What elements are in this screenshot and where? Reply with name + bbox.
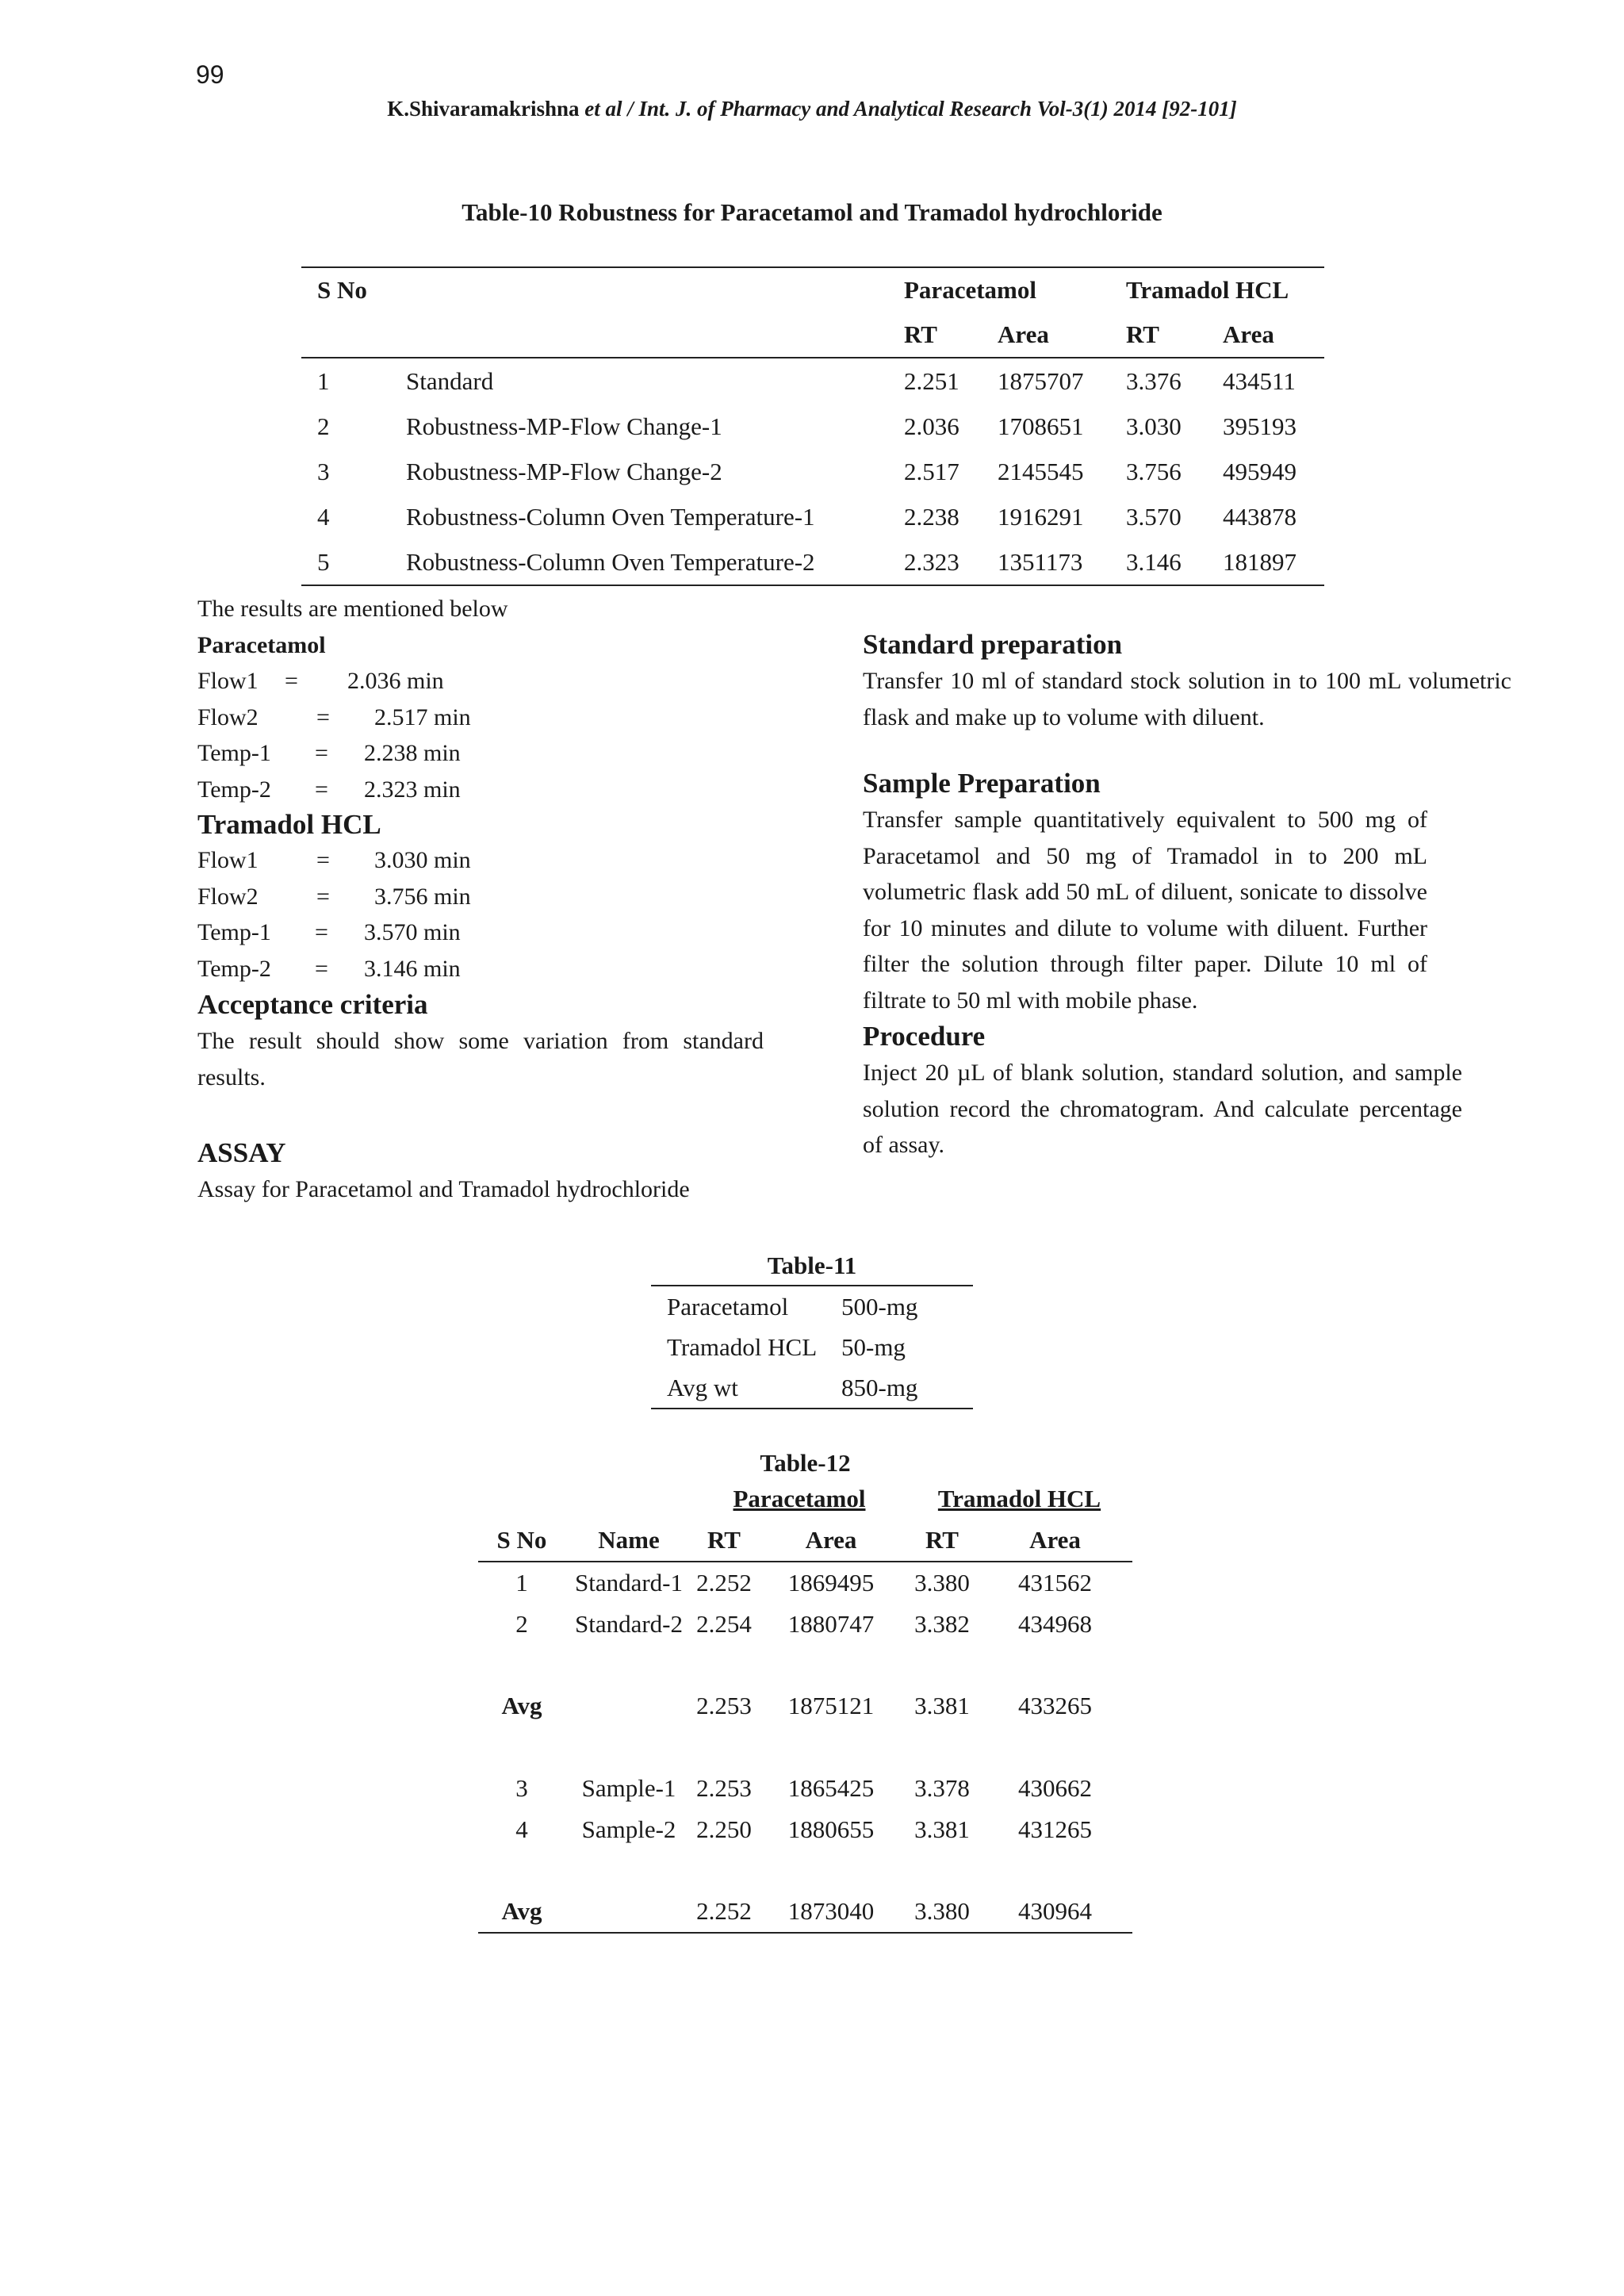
- tramadol-rt: 3.756: [1126, 457, 1182, 485]
- acceptance-heading: Acceptance criteria: [197, 989, 428, 1020]
- tramadol-result-item: [197, 879, 768, 915]
- table10-col-sno: S No: [317, 276, 367, 304]
- row-name: Sample-2: [581, 1815, 676, 1843]
- tramadol-result-equals: =: [315, 919, 328, 945]
- tramadol-result-label: Temp-2: [197, 955, 271, 982]
- tramadol-rt: 3.382: [914, 1609, 970, 1638]
- table-row: [651, 1367, 973, 1409]
- standard-prep-text: Transfer 10 ml of standard stock solution in to 100 mL volumetric flask and make up to volume with diluent.: [863, 668, 1511, 730]
- paracetamol-result-equals: =: [285, 668, 298, 694]
- row-sno: 4: [317, 502, 330, 531]
- table11-value: 500-mg: [841, 1292, 918, 1320]
- paracetamol-heading: Paracetamol: [197, 631, 326, 658]
- table12-sub-rt: RT: [692, 1520, 756, 1562]
- table-row: [651, 1286, 973, 1327]
- paracetamol-result-label: Flow2: [197, 703, 259, 730]
- procedure-heading: Procedure: [863, 1021, 986, 1052]
- tramadol-rt: 3.380: [914, 1568, 970, 1596]
- tramadol-result-equals: =: [316, 847, 330, 873]
- tramadol-result-label: Flow1: [197, 847, 259, 873]
- assay-heading: ASSAY: [197, 1137, 286, 1168]
- paracetamol-rt: 2.251: [904, 366, 959, 395]
- table11-value: 50-mg: [841, 1332, 906, 1361]
- acceptance-text: The result should show some variation from standard results.: [197, 1028, 764, 1091]
- paracetamol-area: 1880655: [787, 1815, 875, 1843]
- table-row: [478, 1562, 1132, 1604]
- tramadol-rt: 3.380: [914, 1897, 970, 1926]
- table-row: [478, 1768, 1132, 1809]
- tramadol-rt: 3.570: [1126, 502, 1182, 531]
- paracetamol-rt: 2.517: [904, 457, 959, 485]
- tramadol-area: 443878: [1223, 502, 1297, 531]
- tramadol-rt: 3.378: [914, 1773, 970, 1802]
- table-row: [651, 1327, 973, 1367]
- tramadol-area: 395193: [1223, 412, 1297, 440]
- tramadol-area: 430662: [1018, 1773, 1092, 1802]
- paracetamol-result-label: Temp-2: [197, 776, 271, 803]
- paracetamol-result-value: 2.238 min: [364, 740, 461, 766]
- row-name: Standard-2: [574, 1609, 684, 1638]
- table-row: [478, 1604, 1132, 1645]
- tramadol-heading: Tramadol HCL: [197, 809, 381, 840]
- running-head-citation: et al / Int. J. of Pharmacy and Analytical Research Vol-3(1) 2014 [92-101]: [584, 97, 1237, 121]
- paracetamol-rt: 2.250: [696, 1815, 752, 1843]
- tramadol-result-label: Flow2: [197, 883, 259, 910]
- tramadol-result-item: [197, 842, 768, 879]
- row-sno: 1: [317, 366, 330, 395]
- paracetamol-result-equals: =: [316, 703, 330, 730]
- row-name: [565, 1891, 692, 1933]
- assay-text: Assay for Paracetamol and Tramadol hydrochloride: [197, 1176, 690, 1202]
- paracetamol-rt: 2.238: [904, 502, 959, 531]
- tramadol-rt: 3.381: [914, 1692, 970, 1720]
- paracetamol-rt: 2.252: [696, 1897, 752, 1926]
- standard-prep-heading: Standard preparation: [863, 629, 1123, 660]
- paracetamol-area: 1875707: [998, 366, 1084, 395]
- tramadol-result-item: [197, 951, 768, 987]
- tramadol-area: 434511: [1223, 366, 1296, 395]
- paracetamol-result-value: 2.517 min: [374, 703, 471, 730]
- paracetamol-area: 1880747: [787, 1609, 875, 1638]
- row-sno: Avg: [501, 1692, 542, 1720]
- table11-name: Avg wt: [667, 1373, 738, 1401]
- row-name: Standard: [406, 366, 494, 395]
- paracetamol-area: 2145545: [998, 457, 1084, 485]
- tramadol-rt: 3.376: [1126, 366, 1182, 395]
- tramadol-result-value: 3.570 min: [364, 919, 461, 945]
- paracetamol-rt: 2.036: [904, 412, 959, 440]
- table10-sub-area: Area: [998, 312, 1126, 358]
- table12: [478, 1478, 1132, 1934]
- tramadol-area: 434968: [1018, 1609, 1092, 1638]
- average-row: [478, 1685, 1132, 1727]
- table12-caption: Table-12: [760, 1449, 851, 1477]
- tramadol-area: 181897: [1223, 547, 1297, 576]
- tramadol-area: 433265: [1018, 1692, 1092, 1720]
- paracetamol-area: 1869495: [787, 1568, 875, 1596]
- table11-name: Paracetamol: [667, 1292, 789, 1320]
- running-head-author: K.Shivaramakrishna: [387, 97, 580, 121]
- tramadol-rt: 3.030: [1126, 412, 1182, 440]
- paracetamol-result-item: [197, 700, 768, 736]
- tramadol-result-label: Temp-1: [197, 919, 271, 945]
- tramadol-result-value: 3.146 min: [364, 955, 461, 982]
- paracetamol-area: 1708651: [998, 412, 1084, 440]
- table12-sub-area: Area: [978, 1520, 1132, 1562]
- row-name: Robustness-Column Oven Temperature-1: [406, 502, 815, 531]
- paracetamol-result-item: [197, 735, 768, 772]
- left-column: [197, 591, 768, 1208]
- tramadol-rt: 3.146: [1126, 547, 1182, 576]
- row-sno: Avg: [501, 1897, 542, 1926]
- table11-name: Tramadol HCL: [667, 1332, 818, 1361]
- row-name: [565, 1685, 692, 1727]
- paracetamol-area: 1351173: [998, 547, 1083, 576]
- table-row: [301, 404, 1324, 449]
- table12-sub-rt: RT: [906, 1520, 978, 1562]
- row-sno: 3: [515, 1773, 528, 1802]
- table10-caption: Table-10 Robustness for Paracetamol and Tramadol hydrochloride: [462, 198, 1162, 226]
- tramadol-area: 430964: [1018, 1897, 1092, 1926]
- row-sno: 3: [317, 457, 330, 485]
- table12-sub-area: Area: [756, 1520, 906, 1562]
- table10-sub-area: Area: [1223, 312, 1324, 358]
- paracetamol-result-value: 2.323 min: [364, 776, 461, 803]
- table-row: [301, 358, 1324, 404]
- table12-col-name: Name: [565, 1520, 692, 1562]
- paracetamol-result-equals: =: [315, 740, 328, 766]
- paracetamol-result-item: [197, 663, 768, 700]
- paracetamol-area: 1916291: [998, 502, 1084, 531]
- paracetamol-rt: 2.252: [696, 1568, 752, 1596]
- tramadol-area: 495949: [1223, 457, 1297, 485]
- table12-group-paracetamol: Paracetamol: [733, 1485, 866, 1512]
- paracetamol-rt: 2.254: [696, 1609, 752, 1638]
- paracetamol-area: 1873040: [787, 1897, 875, 1926]
- page-number: 99: [196, 60, 224, 89]
- table12-group-tramadol: Tramadol HCL: [937, 1485, 1101, 1512]
- row-sno: 5: [317, 547, 330, 576]
- row-sno: 2: [515, 1609, 528, 1638]
- tramadol-result-equals: =: [315, 955, 328, 982]
- tramadol-result-equals: =: [316, 883, 330, 910]
- row-sno: 2: [317, 412, 330, 440]
- table10-group-paracetamol: Paracetamol: [904, 276, 1036, 304]
- paracetamol-result-item: [197, 772, 768, 808]
- procedure-text: Inject 20 µL of blank solution, standard solution, and sample solution record the chromatogram. And calculate percentage of assay.: [863, 1060, 1462, 1158]
- table-row: [301, 494, 1324, 539]
- tramadol-result-value: 3.756 min: [374, 883, 471, 910]
- table11-value: 850-mg: [841, 1373, 918, 1401]
- table11: [651, 1285, 973, 1409]
- table11-caption: Table-11: [767, 1251, 857, 1279]
- row-sno: 4: [515, 1815, 528, 1843]
- row-name: Robustness-MP-Flow Change-2: [406, 457, 722, 485]
- paracetamol-rt: 2.323: [904, 547, 959, 576]
- row-name: Robustness-Column Oven Temperature-2: [406, 547, 815, 576]
- tramadol-area: 431265: [1018, 1815, 1092, 1843]
- paracetamol-result-value: 2.036 min: [347, 668, 444, 694]
- paracetamol-rt: 2.253: [696, 1773, 752, 1802]
- table-row: [301, 539, 1324, 585]
- row-name: Sample-1: [581, 1773, 676, 1802]
- paracetamol-result-equals: =: [315, 776, 328, 803]
- paracetamol-area: 1875121: [787, 1692, 875, 1720]
- average-row: [478, 1891, 1132, 1933]
- tramadol-result-value: 3.030 min: [374, 847, 471, 873]
- right-column: [863, 627, 1513, 1163]
- table-row: [301, 449, 1324, 494]
- paracetamol-area: 1865425: [787, 1773, 875, 1802]
- table12-col-sno: S No: [478, 1520, 565, 1562]
- table-row: [478, 1809, 1132, 1850]
- paracetamol-rt: 2.253: [696, 1692, 752, 1720]
- table10-sub-rt: RT: [1126, 312, 1223, 358]
- results-intro: The results are mentioned below: [197, 596, 508, 622]
- table10-group-tramadol: Tramadol HCL: [1126, 276, 1289, 304]
- row-name: Standard-1: [574, 1568, 684, 1596]
- sample-prep-heading: Sample Preparation: [863, 768, 1101, 799]
- row-sno: 1: [515, 1568, 528, 1596]
- sample-prep-text: Transfer sample quantitatively equivalent to 500 mg of Paracetamol and 50 mg of Tramadol in to 200 mL volumetric flask add 50 mL of diluent, sonicate to dissolve for 10 minutes and dilute to volume with diluent. Further filter the solution through filter paper. Dilute 10 ml of filtrate to 50 ml with mobile phase.: [863, 807, 1427, 1014]
- paracetamol-result-label: Temp-1: [197, 740, 271, 766]
- tramadol-result-item: [197, 914, 768, 951]
- row-name: Robustness-MP-Flow Change-1: [406, 412, 722, 440]
- table10: [301, 266, 1324, 586]
- table10-sub-rt: RT: [904, 312, 998, 358]
- running-head: [0, 97, 1624, 121]
- tramadol-rt: 3.381: [914, 1815, 970, 1843]
- tramadol-area: 431562: [1018, 1568, 1092, 1596]
- paracetamol-result-label: Flow1: [197, 668, 259, 694]
